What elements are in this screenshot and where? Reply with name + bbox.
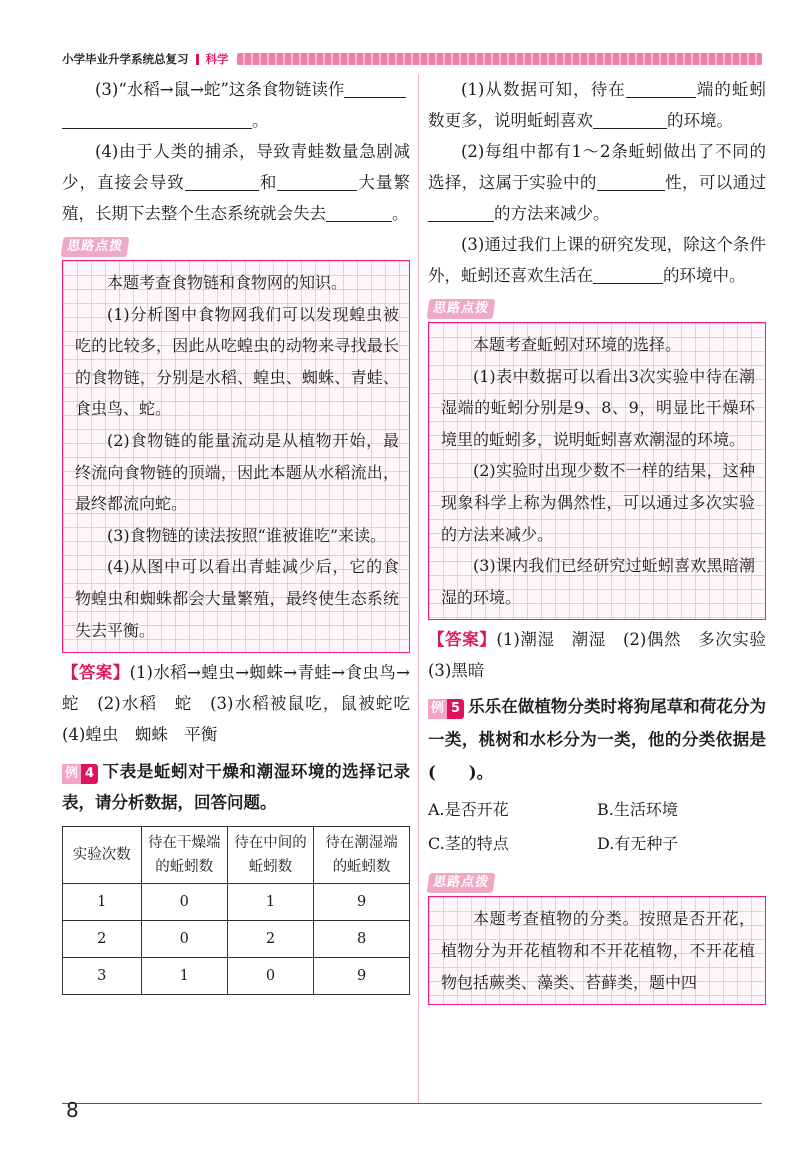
question-4-end: 。 [392, 204, 409, 223]
table-cell: 1 [227, 884, 313, 921]
column-divider [418, 74, 419, 1104]
hint-paragraph: (4)从图中可以看出青蛙减少后，它的食物蝗虫和蜘蛛都会大量繁殖，最终使生态系统失去平衡。 [75, 557, 399, 640]
question-2-text-a: (2)每组中都有1～2条蚯蚓做出了不同的选择，这属于实验中的 [428, 142, 766, 192]
option-d[interactable]: D.有无种子 [597, 834, 679, 854]
answer-blank[interactable] [344, 79, 406, 98]
example-5 [428, 690, 766, 789]
answer-blank[interactable] [593, 265, 663, 284]
answer-label: 【答案】 [428, 630, 497, 650]
example-tag [428, 699, 464, 719]
hint-paragraph: 本题考查蚯蚓对环境的选择。 [473, 335, 682, 354]
table-header-cell: 实验次数 [63, 827, 142, 884]
answer-text: (1)潮湿 潮湿 (2)偶然 多次实验 (3)黑暗 [428, 630, 783, 681]
hint-label: 思路点拨 [427, 299, 496, 319]
answer-blank[interactable] [626, 79, 696, 98]
hint-box [62, 260, 410, 653]
example-4-text: 下表是蚯蚓对干燥和潮湿环境的选择记录表，请分析数据，回答问题。 [62, 762, 410, 813]
hint-label: 思路点拨 [427, 873, 496, 893]
answer-blank[interactable] [185, 172, 259, 191]
table-cell: 2 [227, 921, 313, 958]
answer-text: (1)水稻→蝗虫→蜘蛛→青蛙→食虫鸟→蛇 (2)水稻 蛇 (3)水稻被鼠吃，鼠被蛇吃 (4)蝗虫 蜘蛛 平衡 [62, 663, 427, 745]
question-3-end: 。 [252, 111, 269, 130]
table-row [63, 958, 410, 995]
question-1-text-c: 的环境。 [667, 111, 733, 130]
question-3-text: (3)“水稻→鼠→蛇”这条食物链读作 [95, 80, 345, 99]
table-header-cell: 待在干燥端的蚯蚓数 [141, 827, 227, 884]
question-1-text-b: 端的蚯蚓数更多，说明蚯蚓喜欢 [428, 80, 767, 130]
table-cell: 1 [141, 958, 227, 995]
subject-label: 科学 [205, 52, 229, 66]
table-cell: 9 [314, 884, 410, 921]
table-cell: 0 [141, 884, 227, 921]
answer-block [62, 657, 427, 750]
data-table [62, 826, 410, 995]
example-5-text: 乐乐在做植物分类时将狗尾草和荷花分为一类，桃树和水杉分为一类，他的分类依据是( )。 [428, 697, 766, 783]
hint-paragraph: (3)课内我们已经研究过蚯蚓喜欢黑暗潮湿的环境。 [441, 556, 755, 607]
table-header-cell: 待在中间的蚯蚓数 [227, 827, 313, 884]
question-4-text-c: 大量繁殖，长期下去整个生态系统就会失去 [62, 173, 411, 223]
option-b[interactable]: B.生活环境 [597, 800, 678, 820]
answer-label: 【答案】 [62, 663, 130, 683]
hint-paragraph: 本题考查植物的分类。按照是否开花，植物分为开花植物和不开花植物，不开花植物包括蕨类、藻类、苔藓类，题中四 [441, 909, 755, 992]
question-2-text-c: 的方法来减少。 [494, 204, 610, 223]
table-cell: 8 [314, 921, 410, 958]
hint-paragraph: 本题考查食物链和食物网的知识。 [107, 273, 348, 292]
example-number: 4 [81, 764, 98, 784]
question-4-text-b: 和 [258, 173, 278, 192]
question-1-text-a: (1)从数据可知，待在 [461, 80, 626, 99]
hint-label: 思路点拨 [61, 237, 130, 257]
question-2-text-b: 性，可以通过 [664, 173, 766, 192]
answer-block [428, 624, 783, 686]
table-cell: 9 [314, 958, 410, 995]
hint-paragraph: (1)分析图中食物网我们可以发现蝗虫被吃的比较多，因此从吃蝗虫的动物来寻找最长的食物链，分别是水稻、蝗虫、蜘蛛、青蛙、食虫鸟、蛇。 [75, 304, 399, 419]
answer-blank[interactable] [277, 172, 357, 191]
hint-paragraph: (2)实验时出现少数不一样的结果，这种现象科学上称为偶然性，可以通过多次实验的方法来减少。 [441, 461, 755, 544]
option-a[interactable]: A.是否开花 [428, 800, 509, 820]
header-separator [196, 54, 199, 65]
book-title: 小学毕业升学系统总复习 [62, 52, 189, 66]
question-3-text-b: 的环境中。 [663, 266, 746, 285]
table-cell: 0 [227, 958, 313, 995]
table-row [63, 921, 410, 958]
left-column [62, 74, 427, 995]
right-column [428, 74, 783, 1005]
table-cell: 3 [63, 958, 142, 995]
example-word: 例 [62, 764, 81, 784]
table-cell: 0 [141, 921, 227, 958]
question-4 [62, 136, 410, 229]
hint-paragraph: (2)食物链的能量流动是从植物开始，最终流向食物链的顶端，因此本题从水稻流出，最终都流向蛇。 [75, 430, 399, 514]
table-header-row [63, 827, 410, 884]
example-4 [62, 756, 410, 818]
table-header-cell: 待在潮湿端的蚯蚓数 [314, 827, 410, 884]
page-number: 8 [66, 1098, 79, 1122]
example-tag [62, 764, 98, 784]
question-3 [62, 74, 410, 136]
hint-box [428, 322, 766, 620]
question-1 [428, 74, 766, 136]
page-header [62, 49, 762, 69]
question-3-text-a: (3)通过我们上课的研究发现，除这个条件外，蚯蚓还喜欢生活在 [428, 235, 766, 285]
question-3-right [428, 229, 766, 291]
example-number: 5 [447, 699, 464, 719]
example-word: 例 [428, 699, 447, 719]
table-cell: 2 [63, 921, 142, 958]
footer-line [62, 1103, 762, 1104]
option-c[interactable]: C.茎的特点 [428, 834, 509, 854]
hint-paragraph: (3)食物链的读法按照“谁被谁吃”来读。 [107, 525, 387, 545]
table-row [63, 884, 410, 921]
question-2 [428, 136, 766, 229]
options-list [428, 793, 766, 861]
answer-blank[interactable] [62, 110, 252, 129]
answer-blank[interactable] [326, 203, 392, 222]
answer-blank[interactable] [593, 110, 667, 129]
hint-paragraph: (1)表中数据可以看出3次实验中待在潮湿端的蚯蚓分别是9、8、9，明显比干燥环境里的蚯蚓多，说明蚯蚓喜欢潮湿的环境。 [441, 366, 755, 449]
answer-blank[interactable] [597, 172, 665, 191]
answer-blank[interactable] [428, 203, 494, 222]
table-cell: 1 [63, 884, 142, 921]
hint-box [428, 896, 766, 1005]
question-4-text-a: (4)由于人类的捕杀，导致青蛙数量急剧减少，直接会导致 [62, 142, 410, 192]
header-decor-bar [237, 53, 763, 65]
